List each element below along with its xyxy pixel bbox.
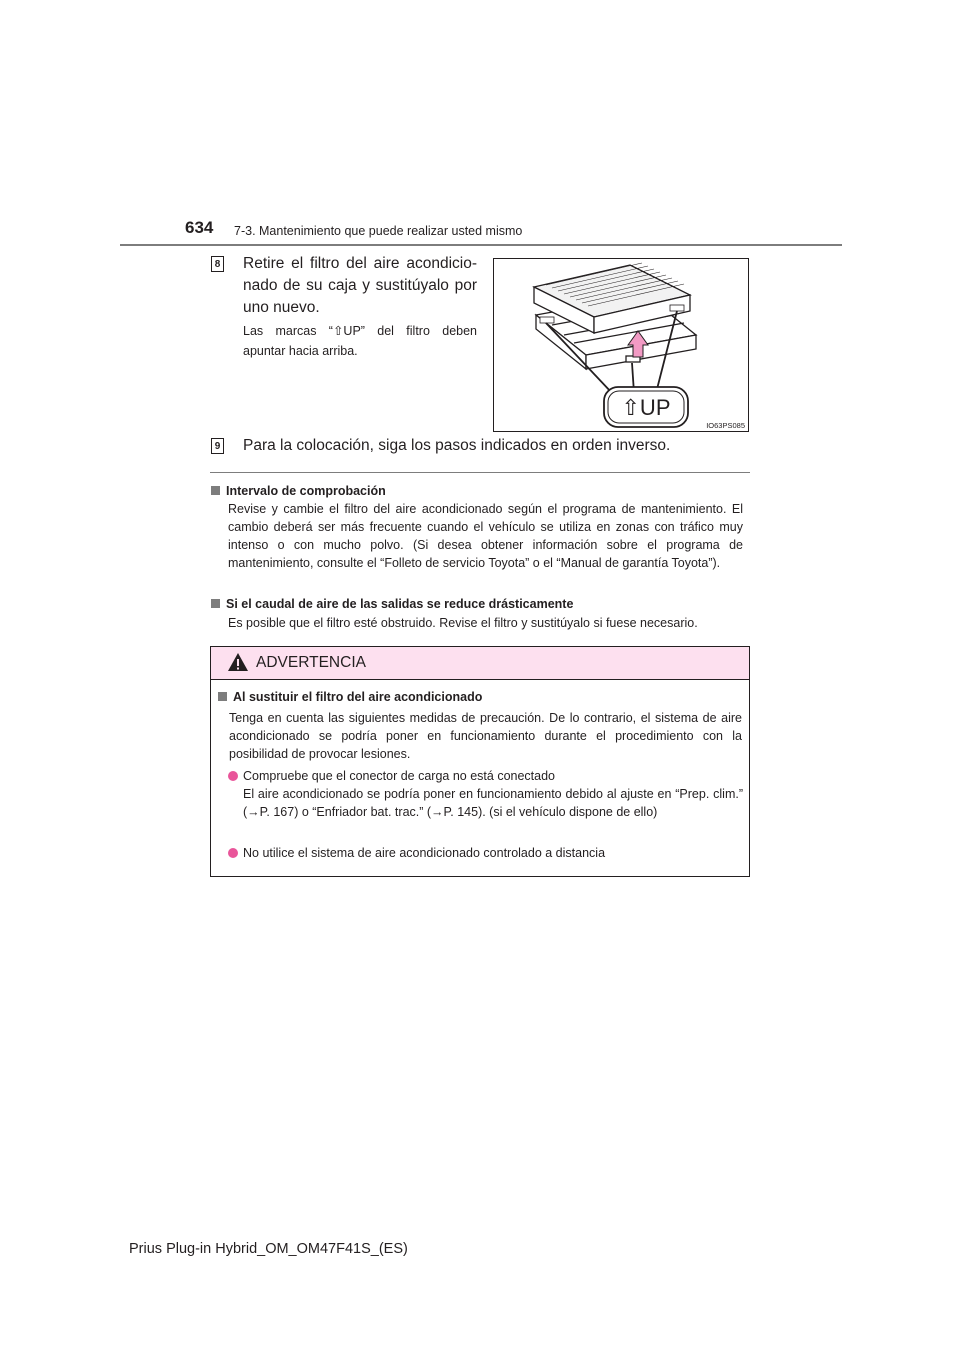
square-bullet-icon xyxy=(211,599,220,608)
note-heading xyxy=(211,484,386,498)
pink-bullet-icon xyxy=(228,848,238,858)
note-heading-text: Si el caudal de aire de las salidas se reduce drásticamente xyxy=(226,597,574,611)
warning-title: ADVERTENCIA xyxy=(256,654,366,671)
figure-code: IO63PS085 xyxy=(706,421,745,430)
warning-header xyxy=(211,647,749,680)
step-9-badge: 9 xyxy=(211,438,224,454)
note-body: Revise y cambie el filtro del aire acondicionado según el programa de mantenimiento. El cambio deberá ser más frecuente cuando el vehículo se utiliza en zonas con tráfico muy intenso o con mucho polvo. (Si desea obtener información sobre el programa de mantenimiento, consulte el “Folleto de servicio Toyota” o el “Manual de garantía Toyota”). xyxy=(228,502,743,570)
step-8-badge: 8 xyxy=(211,256,224,272)
warning-body: Tenga en cuenta las siguientes medidas de precaución. De lo contrario, el sistema de aire acondicionado se podría poner en funcionamiento durante el procedimiento con la posibilidad de provocar lesiones. xyxy=(229,711,742,761)
step-9-text: Para la colocación, siga los pasos indicados en orden inverso. xyxy=(243,437,671,454)
step-8-note: Las marcas “⇧UP” del filtro deben apuntar hacia arriba. xyxy=(243,324,477,358)
up-label: ⇧UP xyxy=(621,395,671,420)
warning-triangle-icon xyxy=(227,652,249,672)
step-8-text: Retire el filtro del aire acondicio-nado de su caja y sustitúyalo por uno nuevo. xyxy=(243,255,477,316)
warning-bullet: No utilice el sistema de aire acondicionado controlado a distancia xyxy=(243,846,606,860)
note-heading xyxy=(211,597,573,611)
square-bullet-icon xyxy=(218,692,227,701)
square-bullet-icon xyxy=(211,486,220,495)
section-divider xyxy=(210,472,750,473)
page-number: 634 xyxy=(185,218,214,237)
pink-bullet-icon xyxy=(228,771,238,781)
section-title: 7-3. Mantenimiento que puede realizar usted mismo xyxy=(234,224,523,238)
note-heading-text: Intervalo de comprobación xyxy=(226,484,386,498)
warning-heading-text: Al sustituir el filtro del aire acondicionado xyxy=(233,690,483,704)
note-body: Es posible que el filtro esté obstruido. Revise el filtro y sustitúyalo si fuese necesario. xyxy=(228,616,698,630)
footer-document-id: Prius Plug-in Hybrid_OM_OM47F41S_(ES) xyxy=(129,1241,408,1257)
filter-illustration xyxy=(493,258,749,432)
warning-bullet: Compruebe que el conector de carga no está conectado El aire acondicionado se podría poner en funcionamiento debido al ajuste en “Prep. clim.” (→P. 167) o “Enfriador bat. trac.” (→P. 145). (si el vehículo dispone de ello) xyxy=(243,769,743,819)
filter-drawing xyxy=(494,259,748,431)
warning-heading xyxy=(218,690,482,704)
header-divider xyxy=(120,244,842,246)
